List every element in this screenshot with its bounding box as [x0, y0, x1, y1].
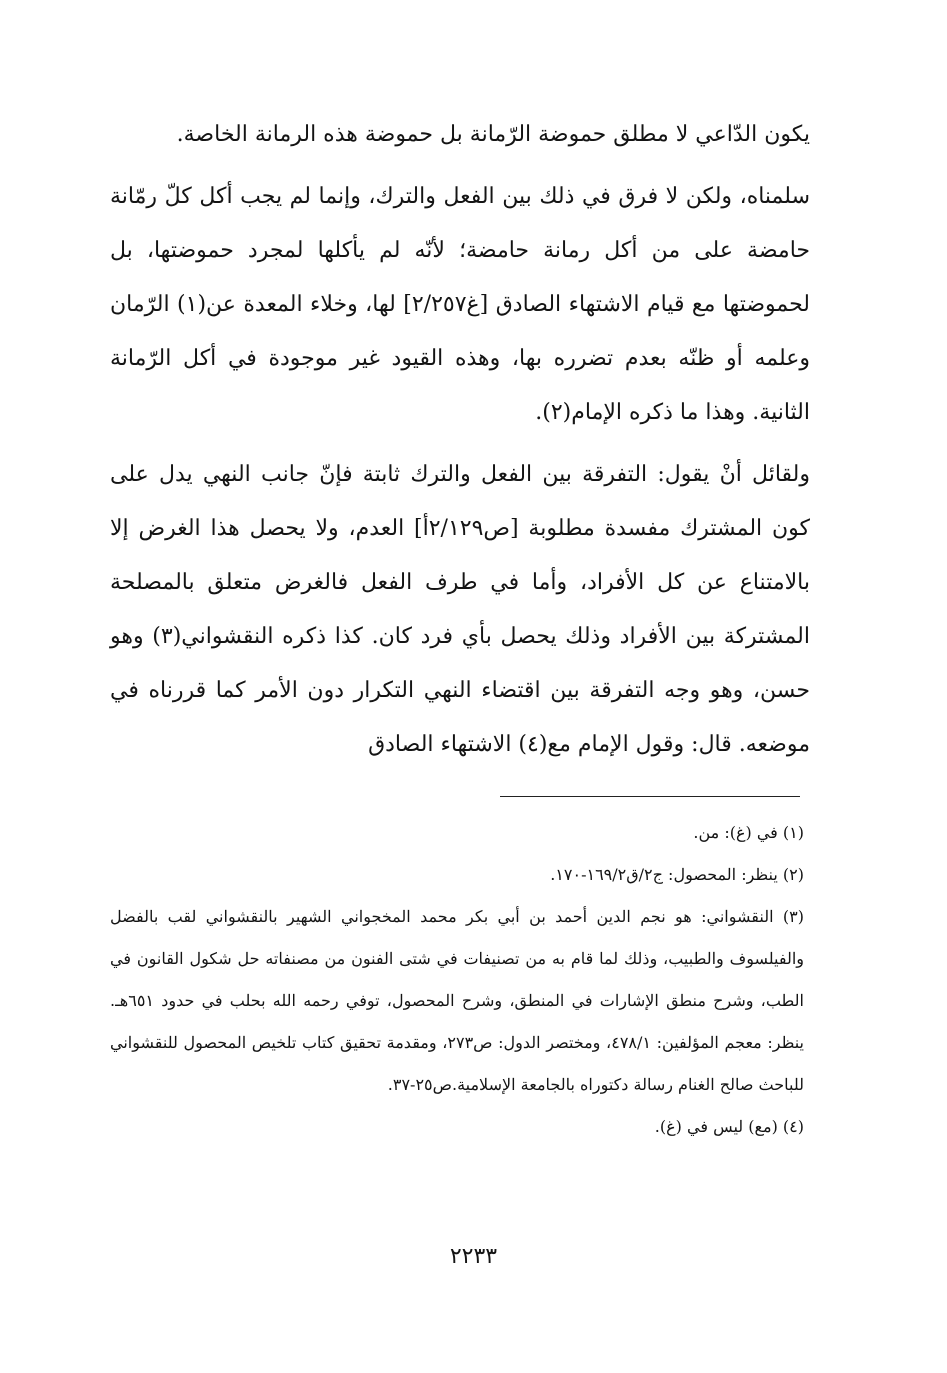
footnote-2: (٢) ينظر: المحصول: ج٢/ق١٦٩/٢-١٧٠. — [550, 865, 804, 884]
paragraph-1: يكون الدّاعي لا مطلق حموضة الرّمانة بل حموضة هذه الرمانة الخاصة. — [176, 122, 810, 147]
paragraph-2: سلمناه، ولكن لا فرق في ذلك بين الفعل والترك، وإنما لم يجب أكل كلّ رمّانة حامضة على من أكل رمانة حامضة؛ لأنّه لم يأكلها لمجرد حموضتها، بل لحموضتها مع قيام الاشتهاء الصادق [غ٢/٢٥٧] لها، وخلاء المعدة عن(١) الرّمان وعلمه أو ظنّه بعدم تضرره بها، وهذه القيود غير موجودة في أكل الرّمانة الثانية. وهذا ما ذكره الإمام(٢). — [110, 184, 810, 425]
main-text — [110, 108, 810, 772]
paragraph-3: ولقائل أنْ يقول: التفرقة بين الفعل والترك ثابتة فإنّ جانب النهي يدل على كون المشترك مفسدة مطلوبة [ص٢/١٢٩أ] العدم، ولا يحصل هذا الغرض إلا بالامتناع عن كل الأفراد، وأما في طرف الفعل فالغرض متعلق بالمصلحة المشتركة بين الأفراد وذلك يحصل بأي فرد كان. كذا ذكره النقشواني(٣) وهو حسن، وهو وجه التفرقة بين اقتضاء النهي التكرار دون الأمر كما قررناه في موضعه. قال: وقول الإمام مع(٤) الاشتهاء الصادق — [110, 462, 810, 757]
footnote-1: (١) في (غ): من. — [693, 823, 804, 842]
footnote-4: (٤) (مع) ليس في (غ). — [654, 1117, 804, 1136]
footnote-separator — [500, 796, 800, 797]
footnote-3: (٣) النقشواني: هو نجم الدين أحمد بن أبي بكر محمد المخجواني الشهير بالنقشواني لقب بالفضل والفيلسوف والطبيب، وذلك لما قام به من تصنيفات في شتى الفنون من مصنفاته حل شكول القانون في الطب، وشرح منطق الإشارات في المنطق، وشرح المحصول، توفي رحمه الله بحلب في حدود ٦٥١هـ. ينظر: معجم المؤلفين: ٤٧٨/١، ومختصر الدول: ص٢٧٣، ومقدمة تحقيق كتاب تلخيص المحصول للنقشواني للباحث صالح الغنام رسالة دكتوراه بالجامعة الإسلامية.ص٢٥-٣٧. — [110, 907, 804, 1094]
footnotes — [110, 812, 804, 1148]
page-number: ٢٢٣٣ — [449, 1244, 498, 1269]
